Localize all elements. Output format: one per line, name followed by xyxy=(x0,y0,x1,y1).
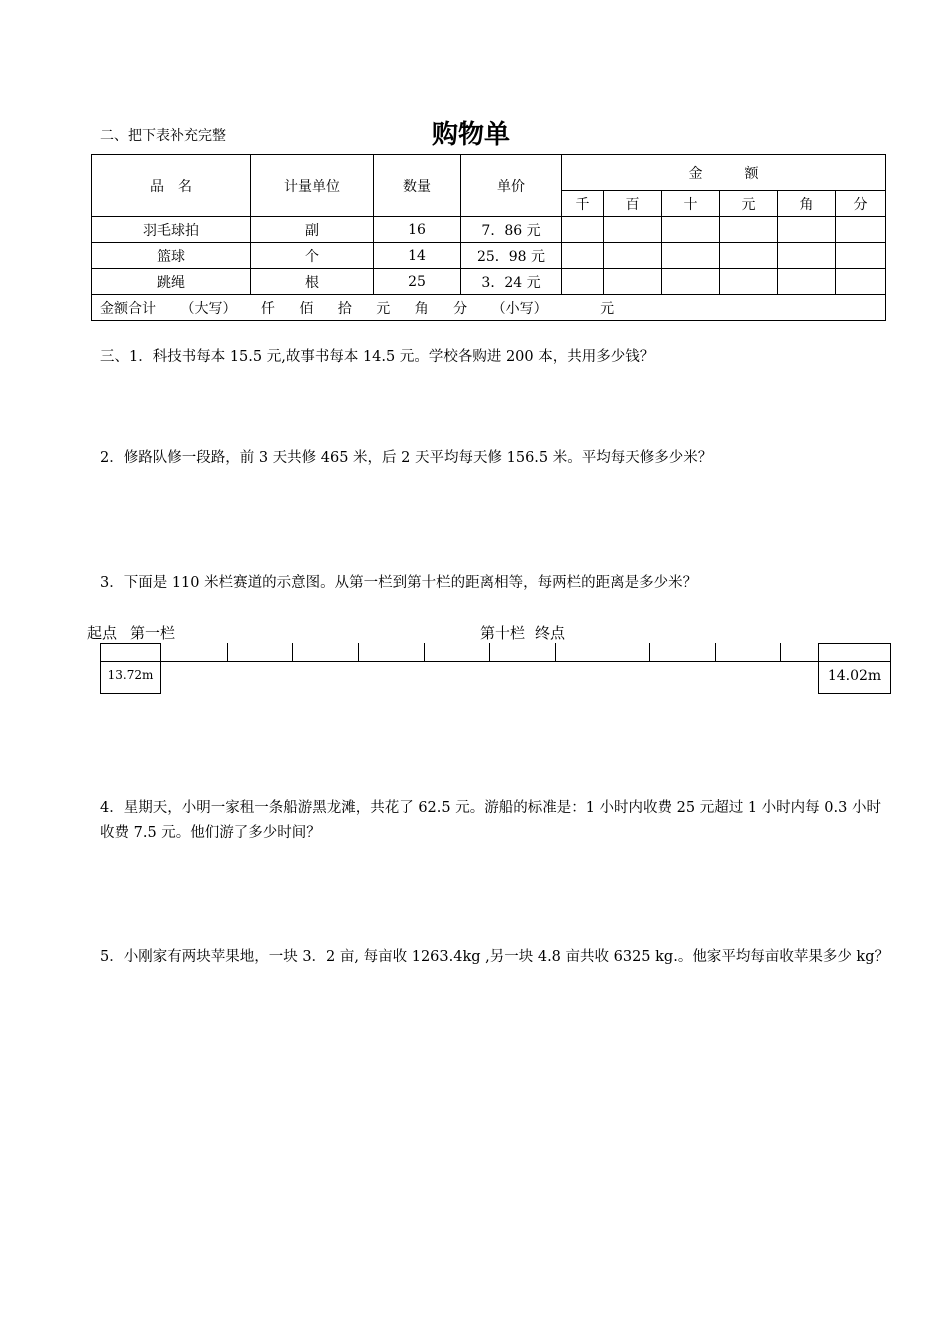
total-yuan-small: 元 xyxy=(600,300,615,317)
finish-distance-box xyxy=(818,643,891,694)
hurdle-tick xyxy=(358,643,359,662)
digit-header: 元 xyxy=(720,191,778,217)
hurdle-tick xyxy=(227,643,228,662)
amount-cell[interactable] xyxy=(836,243,886,269)
total-fen: 分 xyxy=(453,300,468,317)
total-jiao: 角 xyxy=(414,300,429,317)
question-1: 三、1．科技书每本 15.5 元,故事书每本 14.5 元。学校各购进 200 本，共用多少钱？ xyxy=(100,349,655,365)
finish-distance-label: 14.02m xyxy=(827,668,882,684)
table-row xyxy=(92,243,886,269)
total-label: 金额合计 xyxy=(100,300,156,317)
amount-cell[interactable] xyxy=(562,243,604,269)
amount-cell[interactable] xyxy=(836,217,886,243)
digit-header: 千 xyxy=(562,191,604,217)
total-bai: 佰 xyxy=(299,300,314,317)
item-price: 7．86 元 xyxy=(461,217,562,243)
hurdle-tick xyxy=(555,643,556,662)
header-unit: 计量单位 xyxy=(251,155,374,217)
table-row xyxy=(92,217,886,243)
digit-header: 百 xyxy=(604,191,662,217)
question-4: 4．星期天，小明一家租一条船游黑龙滩，共花了 62.5 元。游船的标准是：1 小时内收费 25 元超过 1 小时内每 0.3 小时收费 7.5 元。他们游了多少时间？ xyxy=(100,800,881,841)
amount-cell[interactable] xyxy=(662,243,720,269)
item-unit: 副 xyxy=(251,217,374,243)
header-name: 品 名 xyxy=(92,155,251,217)
amount-cell[interactable] xyxy=(604,269,662,295)
item-qty: 16 xyxy=(374,217,461,243)
amount-cell[interactable] xyxy=(604,217,662,243)
digit-header: 十 xyxy=(662,191,720,217)
item-qty: 14 xyxy=(374,243,461,269)
total-xiaoxie: （小写） xyxy=(491,300,548,317)
item-name: 羽毛球拍 xyxy=(92,217,251,243)
hurdle-track-diagram xyxy=(100,643,891,695)
amount-cell[interactable] xyxy=(562,269,604,295)
item-unit: 个 xyxy=(251,243,374,269)
label-first-hurdle: 第一栏 xyxy=(130,624,176,642)
total-shi: 拾 xyxy=(337,300,352,317)
total-yuan: 元 xyxy=(376,300,391,317)
amount-cell[interactable] xyxy=(836,269,886,295)
question-3: 3．下面是 110 米栏赛道的示意图。从第一栏到第十栏的距离相等，每两栏的距离是多少米？ xyxy=(100,575,698,591)
start-distance-box xyxy=(100,643,161,694)
amount-cell[interactable] xyxy=(604,243,662,269)
digit-header: 角 xyxy=(778,191,836,217)
total-qian: 仟 xyxy=(260,300,275,317)
amount-cell[interactable] xyxy=(662,217,720,243)
table-row xyxy=(92,269,886,295)
label-tenth-hurdle: 第十栏 xyxy=(480,624,526,642)
item-price: 25．98 元 xyxy=(461,243,562,269)
digit-header: 分 xyxy=(836,191,886,217)
amount-cell[interactable] xyxy=(720,217,778,243)
label-finish: 终点 xyxy=(535,624,566,642)
amount-cell[interactable] xyxy=(662,269,720,295)
hurdle-tick xyxy=(715,643,716,662)
hurdle-tick xyxy=(780,643,781,662)
hurdle-tick xyxy=(424,643,425,662)
total-row xyxy=(92,295,886,321)
total-daxie: （大写） xyxy=(180,300,237,317)
hurdle-tick xyxy=(649,643,650,662)
hurdle-tick xyxy=(292,643,293,662)
shopping-table xyxy=(91,154,886,321)
item-price: 3．24 元 xyxy=(461,269,562,295)
section-heading: 二、把下表补充完整 xyxy=(100,128,226,144)
amount-cell[interactable] xyxy=(778,217,836,243)
header-price: 单价 xyxy=(461,155,562,217)
amount-cell[interactable] xyxy=(778,243,836,269)
question-2: 2．修路队修一段路，前 3 天共修 465 米，后 2 天平均每天修 156.5 米。平均每天修多少米？ xyxy=(100,450,713,466)
item-name: 跳绳 xyxy=(92,269,251,295)
header-qty: 数量 xyxy=(374,155,461,217)
item-unit: 根 xyxy=(251,269,374,295)
header-amount: 金 额 xyxy=(562,155,886,191)
item-qty: 25 xyxy=(374,269,461,295)
amount-cell[interactable] xyxy=(720,243,778,269)
amount-cell[interactable] xyxy=(720,269,778,295)
track-line xyxy=(100,661,891,662)
hurdle-tick xyxy=(489,643,490,662)
page-title: 购物单 xyxy=(432,120,511,150)
amount-cell[interactable] xyxy=(778,269,836,295)
start-distance-label: 13.72m xyxy=(107,668,154,682)
label-start: 起点 xyxy=(87,624,118,642)
amount-cell[interactable] xyxy=(562,217,604,243)
question-5: 5．小刚家有两块苹果地，一块 3．2 亩, 每亩收 1263.4kg ,另一块 4.8 亩共收 6325 kg.。他家平均每亩收苹果多少 kg？ xyxy=(100,949,889,965)
item-name: 篮球 xyxy=(92,243,251,269)
